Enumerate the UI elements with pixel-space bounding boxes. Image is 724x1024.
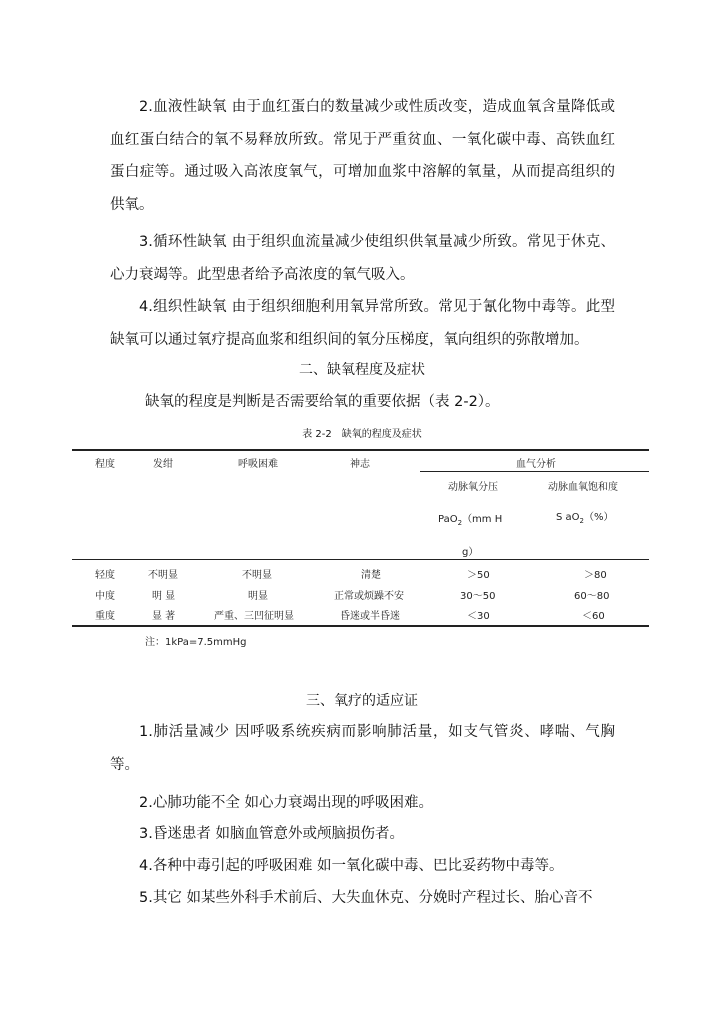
indication-item-5: 5.其它 如某些外科手术前后、大失血休克、分娩时产程过长、胎心音不 (139, 890, 593, 906)
table-note: 注：1kPa=7.5mmHg (145, 637, 247, 648)
section-intro: 缺氧的程度是判断是否需要给氧的重要依据（表 2-2）。 (145, 394, 500, 410)
section-heading-indications: 三、氧疗的适应证 (306, 693, 418, 709)
header-pao2-unit: PaO$_2$（mm H (438, 514, 503, 527)
row-dyspnea: 严重、三凹征明显 (214, 611, 294, 622)
row-pao2: ＜30 (467, 611, 490, 622)
table-caption: 表 2-2 缺氧的程度及症状 (302, 429, 422, 440)
header-sao2: 动脉血氧饱和度 (548, 482, 618, 493)
paragraph-blood-hypoxia: 2.血液性缺氧 由于血红蛋白的数量减少或性质改变，造成血氧含量降低或血红蛋白结合的氧不易释放所致。常见于严重贫血、一氧化碳中毒、高铁血红蛋白症等。通过吸入高浓度氧气，可增加血浆中溶解的氧量，从而提高组织的供氧。 (110, 99, 615, 213)
table-header-rule (72, 559, 649, 560)
indication-item-4: 4.各种中毒引起的呼吸困难 如一氧化碳中毒、巴比妥药物中毒等。 (139, 858, 564, 874)
indication-item-2: 2.心肺功能不全 如心力衰竭出现的呼吸困难。 (139, 795, 433, 811)
row-pao2: 30～50 (460, 591, 496, 602)
header-dyspnea: 呼吸困难 (238, 459, 278, 470)
indication-item-3: 3.昏迷患者 如脑血管意外或颅脑损伤者。 (139, 826, 404, 842)
section-heading-hypoxia-degree: 二、缺氧程度及症状 (299, 362, 425, 378)
row-cyanosis: 明 显 (152, 591, 176, 602)
row-cyanosis: 显 著 (152, 611, 176, 622)
row-mental: 清楚 (361, 570, 381, 581)
header-cyanosis: 发绀 (153, 459, 173, 470)
row-sao2: ＞80 (584, 570, 607, 581)
paragraph-histotoxic-hypoxia: 4.组织性缺氧 由于组织细胞利用氧异常所致。常见于氰化物中毒等。此型缺氧可以通过氧疗提高血浆和组织间的氧分压梯度，氧向组织的弥散增加。 (110, 299, 615, 348)
header-pao2-unit-cont: g） (462, 547, 479, 558)
table-bottom-rule (72, 625, 649, 627)
blood-gas-subrule (420, 471, 649, 472)
row-mental: 正常或烦躁不安 (334, 591, 404, 602)
row-dyspnea: 不明显 (242, 570, 272, 581)
row-degree: 中度 (95, 591, 115, 602)
indication-item-1: 1.肺活量减少 因呼吸系统疾病而影响肺活量，如支气管炎、哮喘、气胸等。 (110, 724, 615, 773)
table-top-rule (72, 449, 649, 451)
header-blood-gas: 血气分析 (516, 459, 556, 470)
row-sao2: ＜60 (582, 611, 605, 622)
row-cyanosis: 不明显 (148, 570, 178, 581)
header-degree: 程度 (95, 459, 115, 470)
paragraph-circulatory-hypoxia: 3.循环性缺氧 由于组织血流量减少使组织供氧量减少所致。常见于休克、心力衰竭等。此型患者给予高浓度的氧气吸入。 (110, 234, 615, 283)
row-sao2: 60～80 (574, 591, 610, 602)
row-dyspnea: 明显 (248, 591, 268, 602)
header-mental-state: 神志 (350, 459, 370, 470)
row-pao2: ＞50 (467, 570, 490, 581)
header-pao2: 动脉氧分压 (448, 482, 498, 493)
header-sao2-unit: S $aO_2(\%)$ (556, 512, 614, 525)
row-degree: 轻度 (95, 570, 115, 581)
row-mental: 昏迷或半昏迷 (340, 611, 400, 622)
row-degree: 重度 (95, 611, 115, 622)
